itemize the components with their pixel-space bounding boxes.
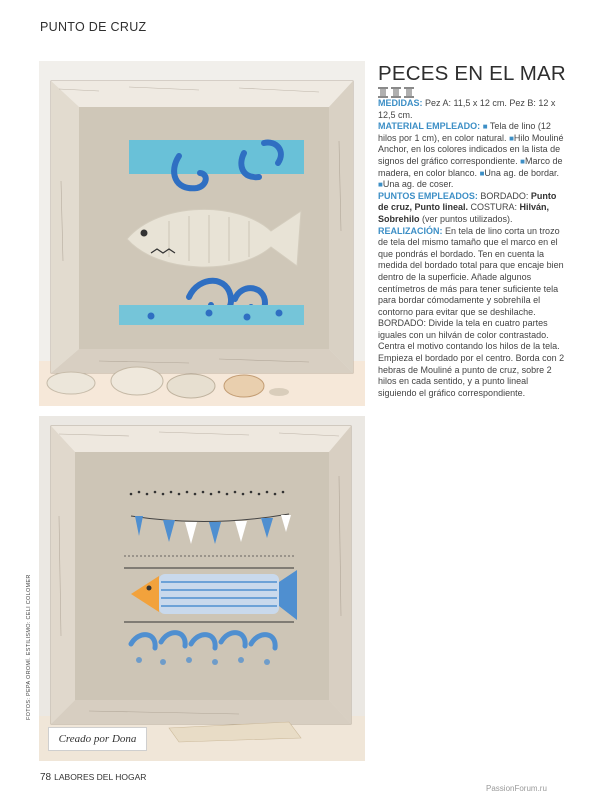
puntos-bordado: Punto de cruz, Punto lineal. xyxy=(378,190,557,213)
photo-fish-b xyxy=(39,416,365,761)
medidas-paragraph xyxy=(378,98,568,121)
material-paragraph xyxy=(378,121,568,191)
thread-spool-icon xyxy=(378,87,418,98)
article-title: PECES EN EL MAR xyxy=(378,62,566,85)
puntos-bordado-label: BORDADO: xyxy=(477,190,531,201)
realizacion-label: REALIZACIÓN: xyxy=(378,225,443,236)
puntos-costura-label: COSTURA: xyxy=(468,202,520,213)
bullet-square-icon: ■ xyxy=(378,180,383,190)
page-footer xyxy=(40,772,146,783)
puntos-label: PUNTOS EMPLEADOS: xyxy=(378,190,478,201)
bullet-square-icon: ■ xyxy=(479,168,485,178)
page-number: 78 xyxy=(40,772,52,783)
realizacion-paragraph xyxy=(378,226,568,400)
material-item: Hilo Mouliné Anchor, en los colores indicados en la lista de signos del gráfico correspondiente. xyxy=(378,132,564,166)
article-body xyxy=(378,98,568,399)
bullet-square-icon: ■ xyxy=(482,122,488,132)
material-label: MATERIAL EMPLEADO: xyxy=(378,121,481,132)
fish-b-embroidery-illustration xyxy=(39,416,365,761)
medidas-label: MEDIDAS: xyxy=(378,98,423,108)
photo-credit-vertical: FOTOS: PEPA OROMÍ. ESTILISMO: CELI COLOMER xyxy=(26,574,32,720)
material-item: Una ag. de coser. xyxy=(382,179,454,190)
material-item: Una ag. de bordar. xyxy=(484,167,559,178)
material-item: Marco de madera, en color blanco. xyxy=(378,155,563,178)
credit-box: Creado por Dona xyxy=(48,727,147,751)
medidas-text: Pez A: 11,5 x 12 cm. Pez B: 12 x 12,5 cm. xyxy=(378,98,556,120)
bullet-square-icon: ■ xyxy=(520,156,525,166)
material-item: Tela de lino (12 hilos por 1 cm), en color natural. xyxy=(378,121,551,143)
realizacion-text: En tela de lino corta un trozo de tela del mismo tamaño que el marco en el que pondrás el bordado. Ten en cuenta la medida del bordado total para que encaje bien dentro de la superficie. Añade algunos centímetros de más para tener suficiente tela para bordar cómodamente y sobrehíla el contorno para evitar que se deshilache. BORDADO: Divide la tela en cuatro partes iguales con un hilván de color contrastado. Centra el motivo contando los hilos de la tela. Empieza el bordado por el centro. Borda con 2 hebras de Mouliné a punto de cruz, sobre 2 hilos en cada sentido, y a punto lineal siguiendo el gráfico correspondiente. xyxy=(378,225,565,398)
magazine-name: LABORES DEL HOGAR xyxy=(54,772,147,782)
puntos-paragraph xyxy=(378,191,568,226)
puntos-costura-note: (ver puntos utilizados). xyxy=(419,213,513,224)
fish-a-embroidery-illustration xyxy=(39,61,365,406)
photo-fish-a xyxy=(39,61,365,406)
watermark: PassionForum.ru xyxy=(486,784,547,793)
bullet-square-icon: ■ xyxy=(509,133,514,143)
puntos-costura: Hilván, Sobrehilo xyxy=(378,202,550,224)
section-label: PUNTO DE CRUZ xyxy=(40,20,147,34)
